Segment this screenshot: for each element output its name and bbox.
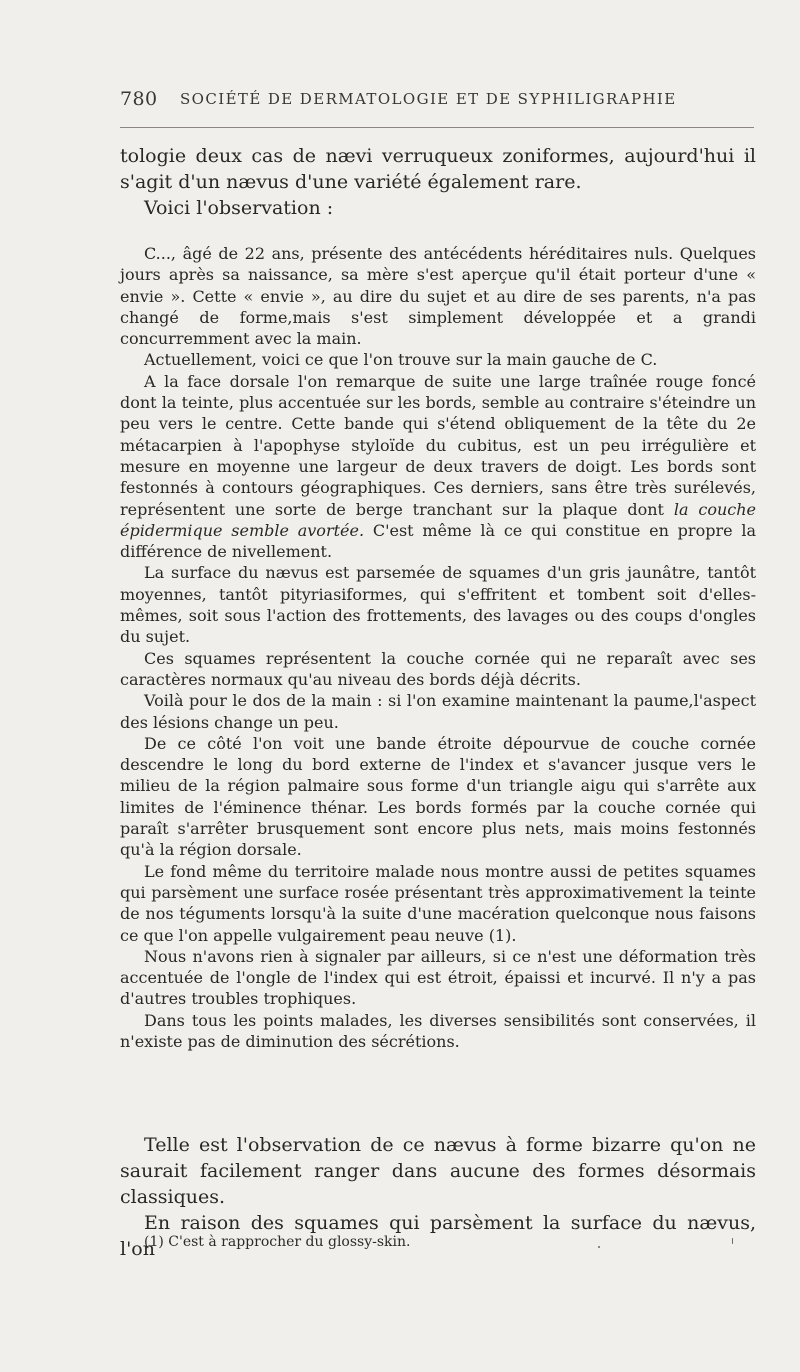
paper-speck bbox=[598, 1246, 600, 1248]
body-text: A la face dorsale l'on remarque de suite une large traînée rouge foncé dont la teinte, plus accentuée sur les bords, semble au contraire s'éteindre un peu vers le centre. Cette bande qui s'étend obliquement de la tête du 2e métacarpien à l'apophyse styloïde du cubitus, est un peu irrégulière et mesure en moyenne une largeur de deux travers de doigt. Les bords sont festonnés à contours géographiques. Ces derniers, sans être très surélevés, représentent une sorte de berge tranchant sur la plaque dont bbox=[120, 371, 756, 519]
intro-text bbox=[120, 143, 756, 221]
italic-phrase: la couche épidermique semble avortée. bbox=[120, 499, 757, 540]
closing-paragraph: En raison des squames qui parsèment la surface du nævus, l'on bbox=[120, 1212, 756, 1260]
body-paragraph: C..., âgé de 22 ans, présente des antécédents héréditaires nuls. Quelques jours après sa naissance, sa mère s'est aperçue qu'il était porteur d'une « envie ». Cette « envie », au dire du sujet et au dire de ses parents, n'a pas changé de forme,mais s'est simplement développée et a grandi concurremment avec la main. bbox=[120, 244, 756, 349]
body-text: C'est même là ce qui constitue en propre la différence de nivellement. bbox=[120, 520, 757, 562]
body-paragraph: Dans tous les points malades, les diverses sensibilités sont conservées, il n'existe pas de diminution des sécrétions. bbox=[120, 1010, 756, 1051]
running-title: SOCIÉTÉ DE DERMATOLOGIE ET DE SYPHILIGRAPHIE bbox=[180, 90, 677, 108]
paper-speck bbox=[732, 1238, 733, 1244]
page-number: 780 bbox=[120, 88, 158, 110]
body-paragraph bbox=[120, 371, 756, 563]
body-paragraph: Le fond même du territoire malade nous montre aussi de petites squames qui parsèment une surface rosée présentant très approximativement la teinte de nos téguments lorsqu'à la suite d'une macération quelconque nous faisons ce que l'on appelle vulgairement peau neuve (1). bbox=[120, 861, 756, 945]
closing-paragraph: Telle est l'observation de ce nævus à forme bizarre qu'on ne saurait facilement ranger dans aucune des formes désormais classiques. bbox=[120, 1134, 756, 1208]
body-paragraph: Actuellement, voici ce que l'on trouve sur la main gauche de C. bbox=[144, 350, 658, 370]
body-paragraph: La surface du nævus est parsemée de squames d'un gris jaunâtre, tantôt moyennes, tantôt pityriasiformes, qui s'effritent et tombent soit d'elles-mêmes, soit sous l'action des frottements, des lavages ou des coups d'ongles du sujet. bbox=[120, 563, 756, 647]
body-paragraph: Voilà pour le dos de la main : si l'on examine maintenant la paume,l'aspect des lésions change un peu. bbox=[120, 691, 756, 732]
footnote: (1) C'est à rapprocher du glossy-skin. bbox=[144, 1234, 411, 1250]
intro-paragraph: Voici l'observation : bbox=[144, 197, 334, 219]
body-paragraph: De ce côté l'on voit une bande étroite dépourvue de couche cornée descendre le long du bord externe de l'index et s'avancer jusque vers le milieu de la région palmaire sous forme d'un triangle aigu qui s'arrête aux limites de l'éminence thénar. Les bords formés par la couche cornée qui paraît s'arrêter brusquement sont encore plus nets, mais moins festonnés qu'à la région dorsale. bbox=[120, 733, 756, 860]
body-paragraph: Nous n'avons rien à signaler par ailleurs, si ce n'est une déformation très accentuée de l'ongle de l'index qui est étroit, épaissi et incurvé. Il n'y a pas d'autres troubles trophiques. bbox=[120, 946, 756, 1009]
observation-text bbox=[120, 243, 756, 1052]
body-paragraph: Ces squames représentent la couche cornée qui ne reparaît avec ses caractères normaux qu'au niveau des bords déjà décrits. bbox=[120, 648, 756, 689]
header-rule bbox=[120, 127, 754, 128]
intro-paragraph: tologie deux cas de nævi verruqueux zoniformes, aujourd'hui il s'agit d'un nævus d'une variété également rare. bbox=[120, 145, 756, 193]
